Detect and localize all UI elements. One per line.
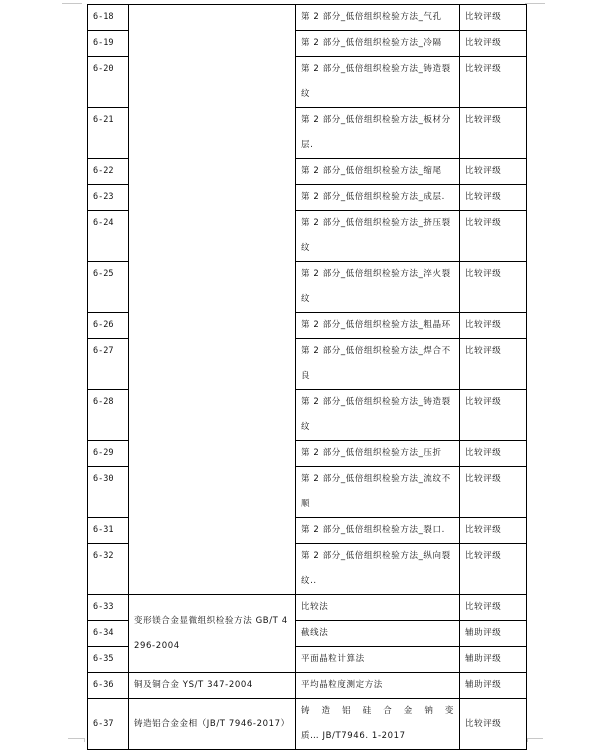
row-number: 6-20 <box>88 57 129 108</box>
grade-cell: 辅助评级 <box>460 673 527 699</box>
method-cell: 平均晶粒度测定方法 <box>296 673 460 699</box>
grade-cell: 比较评级 <box>460 57 527 108</box>
grade-cell: 比较评级 <box>460 544 527 595</box>
row-number: 6-22 <box>88 159 129 185</box>
grade-cell: 比较评级 <box>460 159 527 185</box>
row-number: 6-23 <box>88 185 129 211</box>
page-corner-mark-top-left <box>62 3 82 4</box>
row-number: 6-36 <box>88 673 129 699</box>
table-row <box>88 5 527 31</box>
row-number: 6-19 <box>88 31 129 57</box>
grade-cell: 比较评级 <box>460 339 527 390</box>
row-number: 6-21 <box>88 108 129 159</box>
inspection-methods-table <box>87 4 527 750</box>
row-number: 6-25 <box>88 262 129 313</box>
table-row <box>88 595 527 621</box>
grade-cell: 比较评级 <box>460 390 527 441</box>
document-table-container <box>87 4 527 750</box>
page-corner-mark-bottom-left-v <box>84 738 85 742</box>
grade-cell: 比较评级 <box>460 467 527 518</box>
method-cell: 截线法 <box>296 621 460 647</box>
standard-cell: 变形镁合金显微组织检验方法 GB/T 4296-2004 <box>129 595 296 673</box>
grade-cell: 比较评级 <box>460 518 527 544</box>
method-line-1: 铸 造 铝 硅 合 金 钠 变 <box>301 706 454 716</box>
row-number: 6-18 <box>88 5 129 31</box>
method-cell: 第 2 部分_低倍组织检验方法_缩尾 <box>296 159 460 185</box>
method-cell: 比较法 <box>296 595 460 621</box>
grade-cell: 辅助评级 <box>460 647 527 673</box>
method-cell: 平面晶粒计算法 <box>296 647 460 673</box>
row-number: 6-26 <box>88 313 129 339</box>
grade-cell: 比较评级 <box>460 185 527 211</box>
method-cell: 第 2 部分_低倍组织检验方法_气孔 <box>296 5 460 31</box>
grade-cell: 比较评级 <box>460 441 527 467</box>
grade-cell: 比较评级 <box>460 313 527 339</box>
row-number: 6-31 <box>88 518 129 544</box>
row-number: 6-27 <box>88 339 129 390</box>
row-number: 6-35 <box>88 647 129 673</box>
grade-cell: 比较评级 <box>460 211 527 262</box>
grade-cell: 比较评级 <box>460 262 527 313</box>
grade-cell: 比较评级 <box>460 5 527 31</box>
method-cell: 第 2 部分_低倍组织检验方法_淬火裂纹 <box>296 262 460 313</box>
method-cell: 第 2 部分_低倍组织检验方法_压折 <box>296 441 460 467</box>
method-cell: 第 2 部分_低倍组织检验方法_冷隔 <box>296 31 460 57</box>
row-number: 6-37 <box>88 699 129 750</box>
method-cell: 第 2 部分_低倍组织检验方法_流纹不顺 <box>296 467 460 518</box>
method-cell: 第 2 部分_低倍组织检验方法_裂口. <box>296 518 460 544</box>
row-number: 6-24 <box>88 211 129 262</box>
row-number: 6-30 <box>88 467 129 518</box>
method-cell: 第 2 部分_低倍组织检验方法_铸造裂纹 <box>296 57 460 108</box>
page-corner-mark-bottom-left <box>68 738 84 739</box>
page-corner-mark-bottom-right-v <box>527 738 528 742</box>
method-line-2: 质… JB/T7946. 1-2017 <box>301 731 406 741</box>
grade-cell: 辅助评级 <box>460 621 527 647</box>
grade-cell: 比较评级 <box>460 595 527 621</box>
grade-cell: 比较评级 <box>460 31 527 57</box>
row-number: 6-34 <box>88 621 129 647</box>
method-cell: 第 2 部分_低倍组织检验方法_板材分层. <box>296 108 460 159</box>
row-number: 6-33 <box>88 595 129 621</box>
method-cell: 第 2 部分_低倍组织检验方法_焊合不良 <box>296 339 460 390</box>
standard-cell: 铜及铜合金 YS/T 347-2004 <box>129 673 296 699</box>
page-corner-mark-bottom-right <box>527 738 543 739</box>
standard-cell-empty <box>129 5 296 595</box>
grade-cell: 比较评级 <box>460 108 527 159</box>
method-cell: 第 2 部分_低倍组织检验方法_挤压裂纹 <box>296 211 460 262</box>
method-cell: 第 2 部分_低倍组织检验方法_纵向裂纹.. <box>296 544 460 595</box>
page-corner-mark-top-right <box>525 3 545 4</box>
row-number: 6-28 <box>88 390 129 441</box>
row-number: 6-29 <box>88 441 129 467</box>
row-number: 6-32 <box>88 544 129 595</box>
method-cell: 第 2 部分_低倍组织检验方法_铸造裂纹 <box>296 390 460 441</box>
grade-cell: 比较评级 <box>460 699 527 750</box>
standard-cell: 铸造铝合金金相（JB/T 7946-2017） <box>129 699 296 750</box>
method-cell: 第 2 部分_低倍组织检验方法_粗晶环 <box>296 313 460 339</box>
table-row <box>88 673 527 699</box>
method-cell: 第 2 部分_低倍组织检验方法_成层. <box>296 185 460 211</box>
